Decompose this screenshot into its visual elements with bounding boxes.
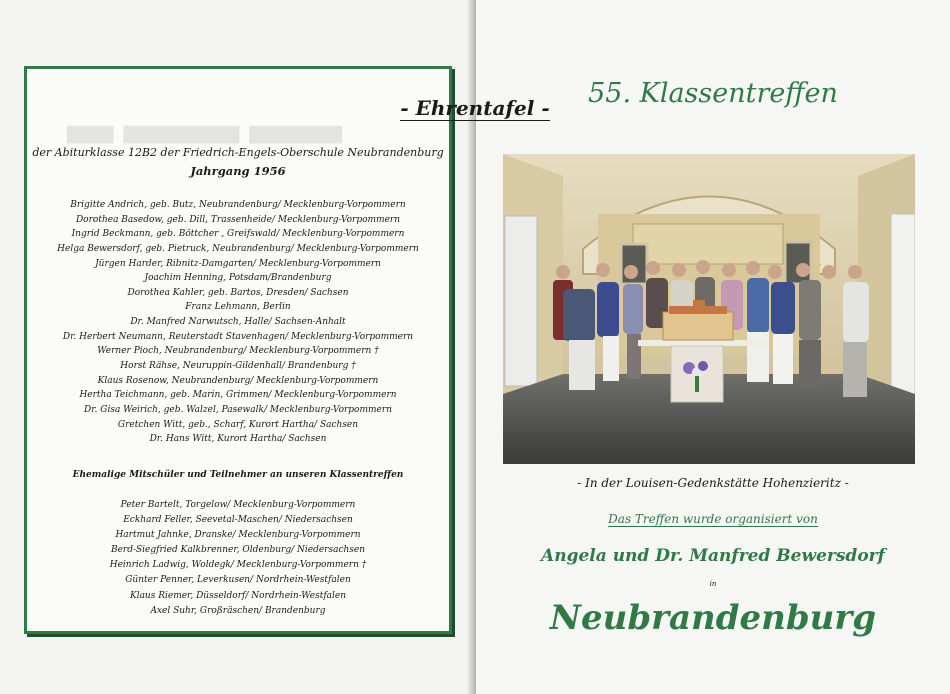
- list-item: Axel Suhr, Großräschen/ Brandenburg: [150, 605, 326, 616]
- bleed-through-shadow: ▄▄ ▄▄▄▄▄ ▄▄▄▄: [67, 109, 342, 144]
- list-item: Dr. Herbert Neumann, Reuterstadt Stavenhagen/ Mecklenburg-Vorpommern: [62, 331, 414, 342]
- former-members-heading: Ehemalige Mitschüler und Teilnehmer an unseren Klassentreffen: [72, 470, 404, 480]
- list-item: Werner Pioch, Neubrandenburg/ Mecklenburg-Vorpommern †: [97, 346, 379, 357]
- former-member-list: [24, 498, 452, 619]
- list-item: Joachim Henning, Potsdam/Brandenburg: [144, 273, 332, 284]
- list-item: Heinrich Ladwig, Woldegk/ Mecklenburg-Vorpommern †: [109, 560, 367, 571]
- page-title: - Ehrentafel -: [400, 96, 550, 120]
- in-label: in: [709, 580, 717, 588]
- list-item: Berd-Siegfried Kalkbrenner, Oldenburg/ Niedersachsen: [110, 545, 366, 556]
- list-item: Eckhard Feller, Seevetal-Maschen/ Niedersachsen: [123, 515, 353, 526]
- list-item: Dr. Manfred Narwutsch, Halle/ Sachsen-Anhalt: [130, 317, 346, 328]
- list-item: Gretchen Witt, geb., Scharf, Kurort Hartha/ Sachsen: [117, 419, 359, 430]
- list-item: Klaus Riemer, Düsseldorf/ Nordrhein-Westfalen: [129, 590, 347, 601]
- list-item: Franz Lehmann, Berlin: [185, 302, 291, 313]
- group-photo: [503, 154, 915, 464]
- list-item: Hertha Teichmann, geb. Marin, Grimmen/ Mecklenburg-Vorpommern: [79, 390, 397, 401]
- list-item: Brigitte Andrich, geb. Butz, Neubrandenburg/ Mecklenburg-Vorpommern: [70, 200, 406, 210]
- organized-by-label: Das Treffen wurde organisiert von: [608, 512, 818, 526]
- photo-caption: - In der Louisen-Gedenkstätte Hohenzieritz -: [577, 476, 849, 490]
- group-photo-illustration: [503, 154, 915, 464]
- list-item: Dr. Hans Witt, Kurort Hartha/ Sachsen: [149, 434, 327, 445]
- class-subtitle: der Abiturklasse 12B2 der Friedrich-Engels-Oberschule Neubrandenburg: [32, 146, 444, 159]
- list-item: Günter Penner, Leverkusen/ Nordrhein-Westfalen: [125, 575, 351, 586]
- list-item: Peter Bartelt, Torgelow/ Mecklenburg-Vorpommern: [120, 500, 356, 510]
- organizers-names: Angela und Dr. Manfred Bewersdorf: [541, 546, 885, 566]
- list-item: Dorothea Basedow, geb. Dill, Trassenheide/ Mecklenburg-Vorpommern: [75, 214, 401, 225]
- list-item: Dr. Gisa Weirich, geb. Walzel, Pasewalk/ Mecklenburg-Vorpommern: [84, 404, 392, 415]
- city-name: Neubrandenburg: [549, 598, 877, 638]
- list-item: Helga Bewersdorf, geb. Pietruck, Neubrandenburg/ Mecklenburg-Vorpommern: [57, 243, 419, 254]
- list-item: Dorothea Kahler, geb. Bartos, Dresden/ Sachsen: [127, 287, 349, 298]
- list-item: Hartmut Jahnke, Dranske/ Mecklenburg-Vorpommern: [115, 530, 361, 541]
- list-item: Klaus Rosenow, Neubrandenburg/ Mecklenburg-Vorpommern: [97, 375, 379, 386]
- list-item: Jürgen Harder, Ribnitz-Damgarten/ Mecklenburg-Vorpommern: [95, 258, 381, 269]
- year-label: Jahrgang 1956: [190, 164, 286, 178]
- reunion-title: 55. Klassentreffen: [588, 78, 838, 109]
- list-item: Ingrid Beckmann, geb. Böttcher , Greifswald/ Mecklenburg-Vorpommern: [71, 229, 405, 240]
- list-item: Horst Rähse, Neuruppin-Gildenhall/ Brandenburg †: [120, 361, 356, 372]
- member-list: [24, 198, 452, 447]
